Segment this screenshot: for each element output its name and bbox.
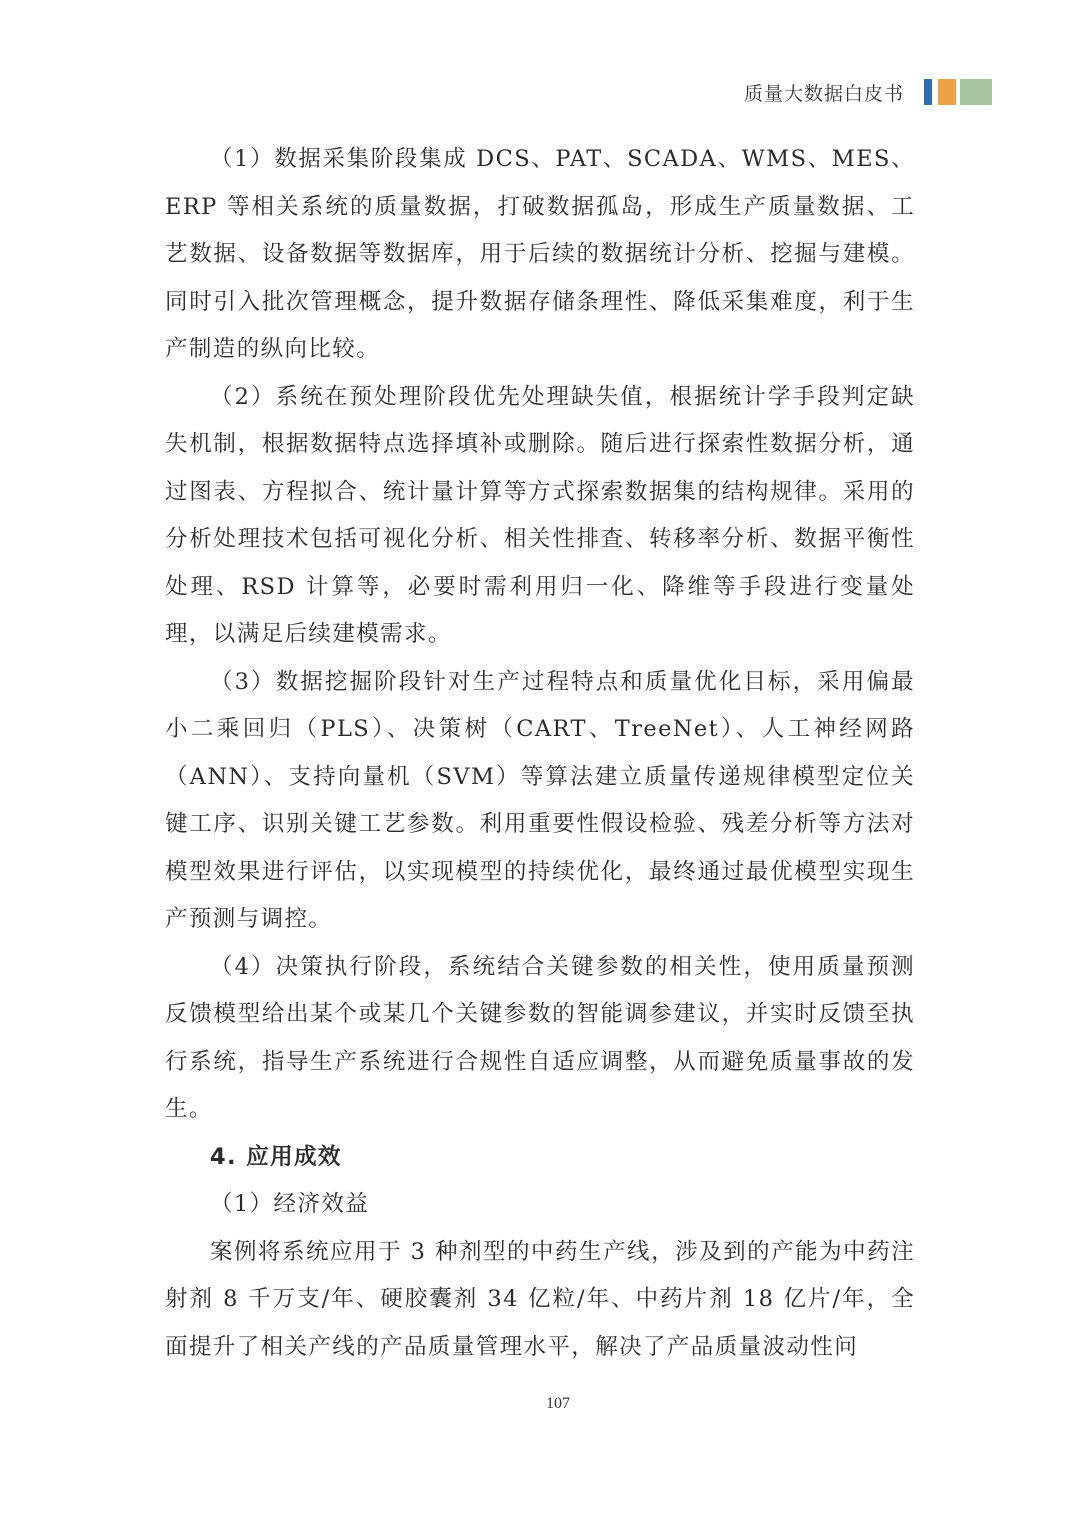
page-number: 107 [546, 1395, 570, 1412]
paragraph-preprocessing: （2）系统在预处理阶段优先处理缺失值，根据统计学手段判定缺失机制，根据数据特点选择填补或删除。随后进行探索性数据分析，通过图表、方程拟合、统计量计算等方式探索数据集的结构规律。采用的分析处理技术包括可视化分析、相关性排查、转移率分析、数据平衡性处理、RSD 计算等，必要时需利用归一化、降维等手段进行变量处理，以满足后续建模需求。 [165, 383, 915, 647]
page-header [744, 76, 992, 108]
header-color-bar-green [960, 79, 992, 105]
paragraph-decision-execution: （4）决策执行阶段，系统结合关键参数的相关性，使用质量预测反馈模型给出某个或某几个关键参数的智能调参建议，并实时反馈至执行系统，指导生产系统进行合规性自适应调整，从而避免质量事故的发生。 [165, 953, 915, 1122]
header-color-bar-orange [938, 79, 956, 105]
page-body [165, 136, 915, 1371]
header-color-bar-blue [924, 79, 932, 105]
section-heading: 4. 应用成效 [210, 1143, 342, 1170]
header-title: 质量大数据白皮书 [743, 82, 904, 105]
paragraph-economic-benefit: 案例将系统应用于 3 种剂型的中药生产线，涉及到的产能为中药注射剂 8 千万支/年、硬胶囊剂 34 亿粒/年、中药片剂 18 亿片/年，全面提升了相关产线的产品质量管理水平，解决了产品质量波动性问 [165, 1238, 915, 1360]
paragraph-data-mining: （3）数据挖掘阶段针对生产过程特点和质量优化目标，采用偏最小二乘回归（PLS）、决策树（CART、TreeNet）、人工神经网路（ANN）、支持向量机（SVM）等算法建立质量传递规律模型定位关键工序、识别关键工艺参数。利用重要性假设检验、残差分析等方法对模型效果进行评估，以实现模型的持续优化，最终通过最优模型实现生产预测与调控。 [165, 668, 915, 932]
subheading-economic-benefit: （1）经济效益 [210, 1191, 370, 1217]
paragraph-data-collection: （1）数据采集阶段集成 DCS、PAT、SCADA、WMS、MES、ERP 等相关系统的质量数据，打破数据孤岛，形成生产质量数据、工艺数据、设备数据等数据库，用于后续的数据统计分析、挖掘与建模。同时引入批次管理概念，提升数据存储条理性、降低采集难度，利于生产制造的纵向比较。 [165, 146, 915, 362]
